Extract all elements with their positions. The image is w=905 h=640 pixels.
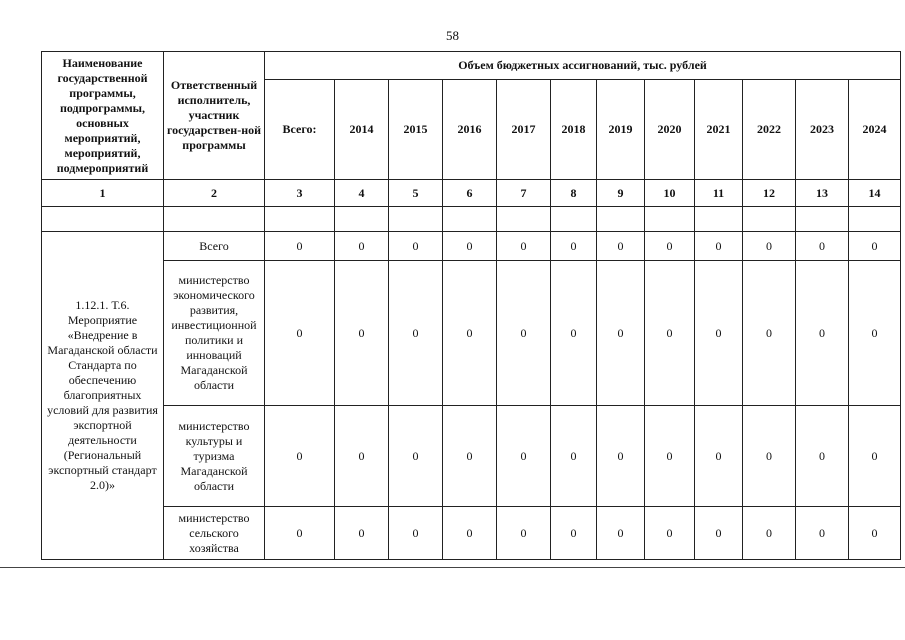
- header-year: 2014: [335, 80, 389, 180]
- header-year: 2017: [497, 80, 551, 180]
- value-cell: 0: [743, 507, 796, 560]
- value-cell: 0: [796, 507, 849, 560]
- value-cell: 0: [849, 406, 901, 507]
- value-cell: 0: [497, 406, 551, 507]
- value-cell: 0: [743, 406, 796, 507]
- value-cell: 0: [597, 507, 645, 560]
- header-total: Всего:: [265, 80, 335, 180]
- value-cell: 0: [597, 406, 645, 507]
- header-year: 2016: [443, 80, 497, 180]
- header-name: Наименование государственной программы, подпрограммы, основных мероприятий, мероприятий, подмероприятий: [42, 52, 164, 180]
- value-cell: 0: [443, 232, 497, 261]
- value-cell: 0: [335, 406, 389, 507]
- executor-name: министерство культуры и туризма Магаданской области: [164, 406, 265, 507]
- column-number: 4: [335, 180, 389, 207]
- column-number: 2: [164, 180, 265, 207]
- value-cell: 0: [551, 232, 597, 261]
- value-cell: 0: [335, 232, 389, 261]
- value-cell: 0: [443, 406, 497, 507]
- value-cell: 0: [849, 261, 901, 406]
- table-row: [42, 406, 901, 507]
- value-cell: 0: [389, 507, 443, 560]
- empty-row: [42, 207, 901, 232]
- table-row: [42, 232, 901, 261]
- value-cell: 0: [645, 406, 695, 507]
- value-cell: 0: [335, 507, 389, 560]
- value-cell: 0: [796, 406, 849, 507]
- activity-name: 1.12.1. Т.6. Мероприятие «Внедрение в Магаданской области Стандарта по обеспечению благоприятных условий для развития экспортной деятельности (Региональный экспортный стандарт 2.0)»: [42, 232, 164, 560]
- value-cell: 0: [551, 507, 597, 560]
- bottom-rule: [0, 567, 905, 568]
- column-number: 10: [645, 180, 695, 207]
- value-cell: 0: [389, 261, 443, 406]
- value-cell: 0: [551, 406, 597, 507]
- value-cell: 0: [443, 261, 497, 406]
- page-number: 58: [446, 28, 459, 43]
- value-cell: 0: [849, 507, 901, 560]
- executor-name: министерство экономического развития, инвестиционной политики и инноваций Магаданской области: [164, 261, 265, 406]
- value-cell: 0: [695, 261, 743, 406]
- value-cell: 0: [335, 261, 389, 406]
- executor-name: министерство сельского хозяйства: [164, 507, 265, 560]
- column-number: 1: [42, 180, 164, 207]
- header-responsible: Ответственный исполнитель, участник государствен-ной программы: [164, 52, 265, 180]
- value-cell: 0: [645, 261, 695, 406]
- column-number: 12: [743, 180, 796, 207]
- column-number: 11: [695, 180, 743, 207]
- value-cell: 0: [695, 507, 743, 560]
- value-cell: 0: [265, 261, 335, 406]
- header-budget-volume: Объем бюджетных ассигнований, тыс. рублей: [265, 52, 901, 80]
- value-cell: 0: [695, 232, 743, 261]
- column-number: 3: [265, 180, 335, 207]
- table-row: [42, 507, 901, 560]
- header-year: 2024: [849, 80, 901, 180]
- value-cell: 0: [796, 261, 849, 406]
- header-year: 2023: [796, 80, 849, 180]
- value-cell: 0: [597, 232, 645, 261]
- value-cell: 0: [645, 232, 695, 261]
- value-cell: 0: [551, 261, 597, 406]
- table-row: [42, 261, 901, 406]
- column-number: 7: [497, 180, 551, 207]
- column-number: 14: [849, 180, 901, 207]
- header-year: 2022: [743, 80, 796, 180]
- value-cell: 0: [743, 261, 796, 406]
- value-cell: 0: [796, 232, 849, 261]
- value-cell: 0: [389, 232, 443, 261]
- value-cell: 0: [849, 232, 901, 261]
- value-cell: 0: [743, 232, 796, 261]
- value-cell: 0: [265, 406, 335, 507]
- value-cell: 0: [497, 261, 551, 406]
- value-cell: 0: [497, 232, 551, 261]
- executor-name: Всего: [164, 232, 265, 261]
- header-year: 2021: [695, 80, 743, 180]
- column-number: 8: [551, 180, 597, 207]
- value-cell: 0: [695, 406, 743, 507]
- column-number: 9: [597, 180, 645, 207]
- value-cell: 0: [497, 507, 551, 560]
- value-cell: 0: [597, 261, 645, 406]
- budget-table: [41, 51, 901, 560]
- value-cell: 0: [265, 232, 335, 261]
- column-number: 5: [389, 180, 443, 207]
- value-cell: 0: [443, 507, 497, 560]
- column-number: 13: [796, 180, 849, 207]
- value-cell: 0: [389, 406, 443, 507]
- header-year: 2018: [551, 80, 597, 180]
- column-number: 6: [443, 180, 497, 207]
- value-cell: 0: [265, 507, 335, 560]
- header-year: 2015: [389, 80, 443, 180]
- header-year: 2019: [597, 80, 645, 180]
- value-cell: 0: [645, 507, 695, 560]
- column-number-row: [42, 180, 901, 207]
- header-year: 2020: [645, 80, 695, 180]
